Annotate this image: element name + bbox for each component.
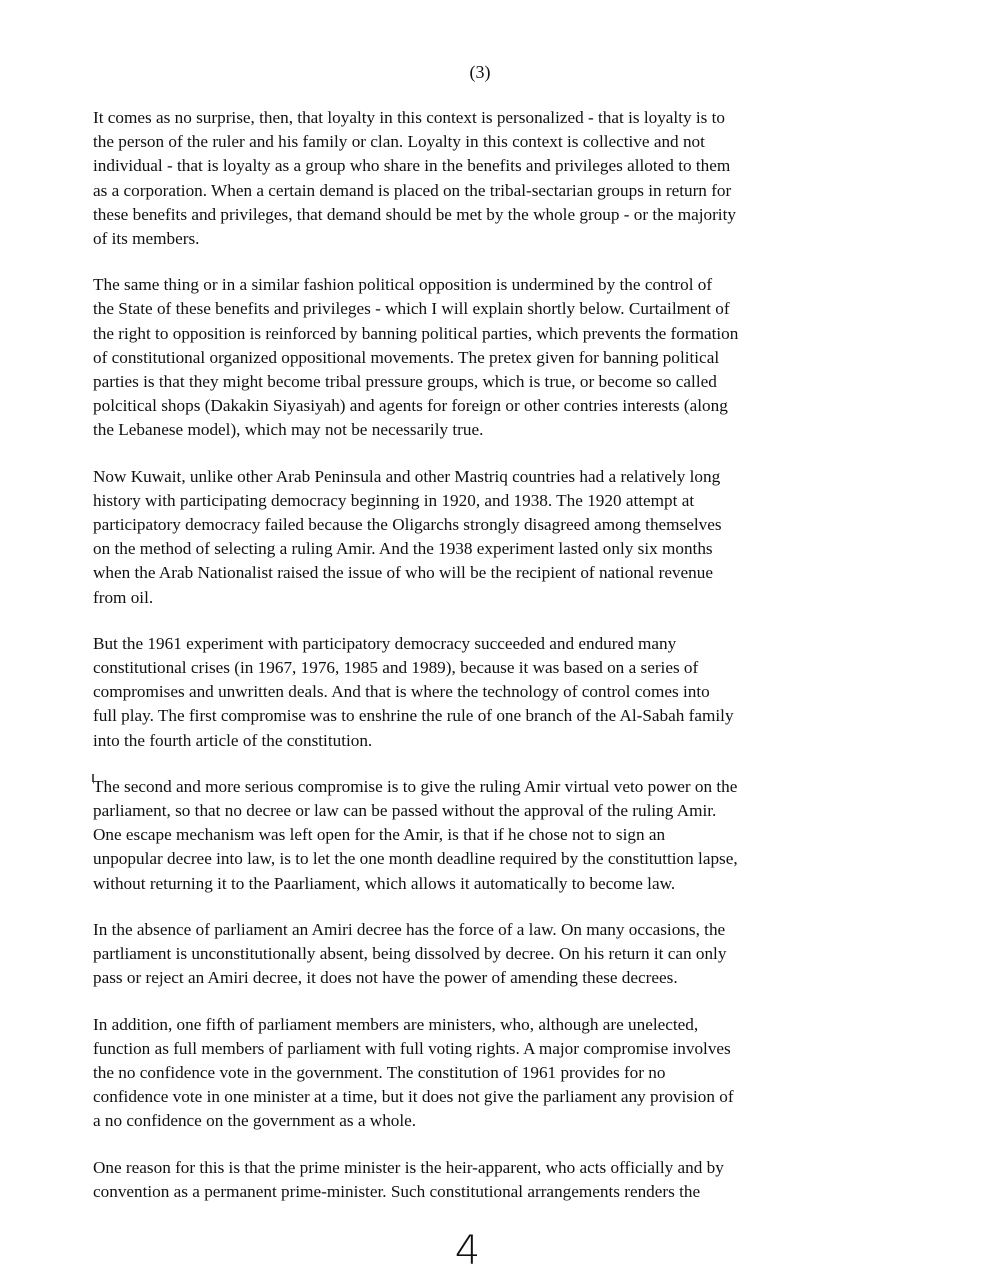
text-line: of its members. xyxy=(93,229,200,249)
text-line: constitutional crises (in 1967, 1976, 1985 and 1989), because it was based on a series of xyxy=(93,658,699,678)
text-line: without returning it to the Paarliament, which allows it automatically to become law. xyxy=(93,873,676,893)
text-line: the right to opposition is reinforced by banning political parties, which prevents the formation xyxy=(93,323,739,343)
paragraph-5 xyxy=(93,775,893,896)
text-line: Now Kuwait, unlike other Arab Peninsula and other Mastriq countries had a relatively long xyxy=(93,466,721,486)
text-line: unpopular decree into law, is to let the one month deadline required by the constituttion lapse, xyxy=(93,849,738,869)
text-line: parliament, so that no decree or law can be passed without the approval of the ruling Amir. xyxy=(93,801,717,821)
page-header-number: (3) xyxy=(469,62,491,82)
body-text xyxy=(93,106,893,1226)
paragraph-7 xyxy=(93,1013,893,1134)
text-line: the State of these benefits and privileges - which I will explain shortly below. Curtailment of xyxy=(93,299,730,319)
text-line: The second and more serious compromise is to give the ruling Amir virtual veto power on the xyxy=(93,776,738,796)
text-line: pass or reject an Amiri decree, it does not have the power of amending these decrees. xyxy=(93,968,678,988)
text-line: a no confidence on the government as a whole. xyxy=(93,1111,417,1131)
paragraph-6 xyxy=(93,918,893,991)
text-line: One escape mechanism was left open for the Amir, is that if he chose not to sign an xyxy=(93,825,666,845)
paragraph-2 xyxy=(93,273,893,442)
paragraph-3 xyxy=(93,465,893,610)
paragraph-8 xyxy=(93,1156,893,1204)
paragraph-4 xyxy=(93,632,893,753)
text-line: It comes as no surprise, then, that loyalty in this context is personalized - that is loyalty is to xyxy=(93,108,726,127)
text-line: participatory democracy failed because the Oligarchs strongly disagreed among themselves xyxy=(93,515,722,535)
text-line: One reason for this is that the prime minister is the heir-apparent, who acts officially and by xyxy=(93,1157,724,1177)
text-line: as a corporation. When a certain demand is placed on the tribal-sectarian groups in return for xyxy=(93,180,732,200)
paragraph-1 xyxy=(93,106,893,251)
text-line: In the absence of parliament an Amiri decree has the force of a law. On many occasions, the xyxy=(93,919,726,939)
text-line: these benefits and privileges, that demand should be met by the whole group - or the majority xyxy=(93,204,736,224)
text-line: But the 1961 experiment with participatory democracy succeeded and endured many xyxy=(93,633,677,653)
text-line: compromises and unwritten deals. And that is where the technology of control comes into xyxy=(93,682,710,702)
text-line: when the Arab Nationalist raised the issue of who will be the recipient of national revenue xyxy=(93,563,713,583)
text-line: history with participating democracy beginning in 1920, and 1938. The 1920 attempt at xyxy=(93,490,695,510)
text-line: confidence vote in one minister at a time, but it does not give the parliament any provision of xyxy=(93,1087,734,1107)
text-line: the person of the ruler and his family or clan. Loyalty in this context is collective and not xyxy=(93,132,705,152)
text-line: from oil. xyxy=(93,587,154,607)
text-line: of constitutional organized oppositional movements. The pretex given for banning political xyxy=(93,347,720,367)
text-line: the Lebanese model), which may not be necessarily true. xyxy=(93,420,484,440)
text-line: The same thing or in a similar fashion political opposition is undermined by the control of xyxy=(93,275,713,295)
text-line: into the fourth article of the constitution. xyxy=(93,730,373,750)
text-line: the no confidence vote in the government. The constitution of 1961 provides for no xyxy=(93,1062,666,1082)
text-line: In addition, one fifth of parliament members are ministers, who, although are unelected, xyxy=(93,1014,699,1034)
text-line: partliament is unconstitutionally absent, being dissolved by decree. On his return it can only xyxy=(93,944,727,964)
text-line: function as full members of parliament with full voting rights. A major compromise involves xyxy=(93,1038,731,1058)
text-line: parties is that they might become tribal pressure groups, which is true, or become so called xyxy=(93,372,717,392)
handwritten-page-number: 4 xyxy=(454,1228,481,1274)
text-line: convention as a permanent prime-minister. Such constitutional arrangements renders the xyxy=(93,1181,701,1201)
text-line: individual - that is loyalty as a group who share in the benefits and privileges alloted to them xyxy=(93,156,731,176)
text-line: on the method of selecting a ruling Amir. And the 1938 experiment lasted only six months xyxy=(93,539,713,559)
text-line: polcitical shops (Dakakin Siyasiyah) and agents for foreign or other contries interests (along xyxy=(93,396,728,416)
text-line: full play. The first compromise was to enshrine the rule of one branch of the Al-Sabah family xyxy=(93,706,734,726)
